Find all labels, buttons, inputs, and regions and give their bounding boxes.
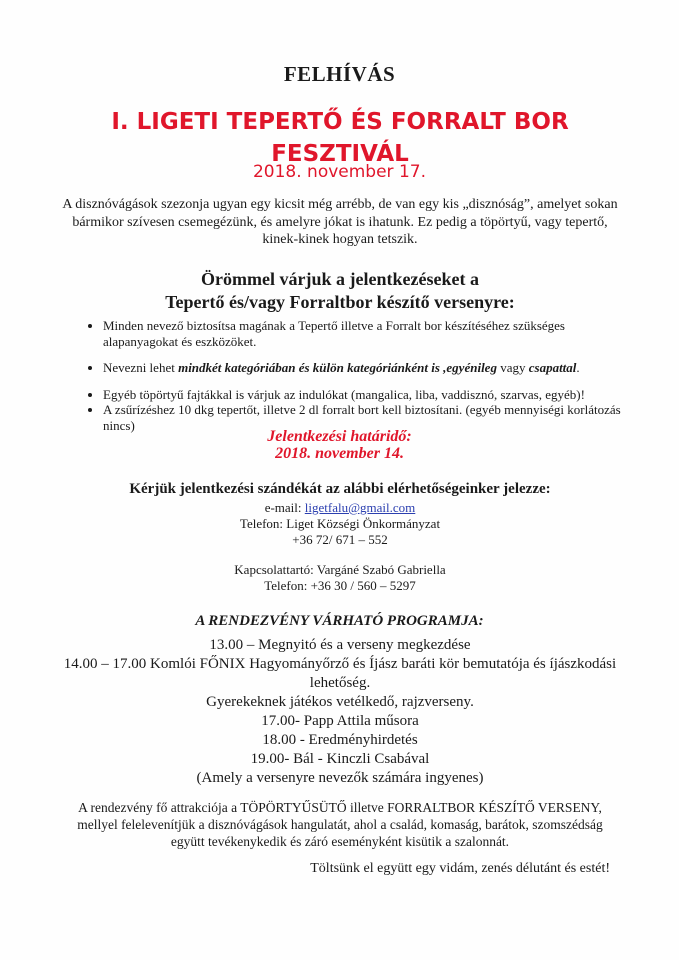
closing-line: A rendezvény fő attrakciója a TÖPÖRTYŰSÜTŐ illetve FORRALTBOR KÉSZÍTŐ VERSENY,	[78, 800, 602, 815]
program-item: lehetőség.	[309, 675, 371, 691]
festival-title-line2: FESZTIVÁL	[271, 141, 409, 167]
rule-text: • Minden nevező biztosítsa magának a Tepertő illetve a Forralt bor készítéséhez szükséges	[103, 318, 565, 333]
rule-text: nincs)	[103, 417, 135, 433]
invitation-subheading	[60, 268, 620, 314]
rules-list-item	[103, 387, 623, 403]
deadline-block	[0, 428, 679, 462]
rule-text: • Egyéb töpörtyű fajtákkal is várjuk az indulókat (mangalica, liba, vaddisznó, szarvas, egyéb)!	[103, 386, 585, 402]
contact-phone: Telefon: +36 30 / 560 – 5297	[264, 578, 416, 593]
program-item: Gyerekeknek játékos vetélkedő, rajzverseny.	[206, 694, 474, 710]
page-title: FELHÍVÁS	[283, 62, 396, 86]
phone-label: Telefon: Liget Községi Önkormányzat	[239, 516, 441, 531]
email-label: e-mail:	[264, 500, 305, 515]
rule-text: alapanyagokat és eszközöket.	[103, 333, 257, 349]
festival-title	[40, 106, 640, 170]
program-item: 17.00- Papp Attila műsora	[261, 713, 419, 729]
intro-paragraph	[60, 196, 620, 249]
program-item: 19.00- Bál - Kinczli Csabával	[250, 751, 430, 767]
rule-text: Nevezni lehet	[103, 360, 179, 375]
rule-emphasis: csapattal	[528, 360, 577, 375]
program-item: 13.00 – Megnyitó és a verseny megkezdése	[209, 637, 471, 653]
deadline-date: 2018. november 14.	[275, 445, 404, 462]
rule-text: vagy	[496, 360, 529, 375]
rule-emphasis: mindkét kategóriában és külön kategóriánként is ,egyénileg	[178, 360, 497, 375]
closing-paragraph	[40, 799, 640, 850]
rule-text: • A zsűrízéshez 10 dkg tepertőt, illetve 2 dl forralt bort kell biztosítani. (egyéb mennyiségi korlátozás	[103, 402, 621, 417]
program-item: 14.00 – 17.00 Komlói FŐNIX Hagyományőrző és Íjász baráti kör bemutatója és íjászkodási	[63, 656, 617, 672]
program-item: (Amely a versenyre nevezők számára ingyenes)	[196, 770, 484, 786]
intro-line: A disznóvágások szezonja ugyan egy kicsit még arrébb, de van egy kis „disznóság”, amelyet sokan	[62, 197, 618, 212]
festival-date: 2018. november 17.	[252, 162, 426, 182]
intro-line: kinek-kinek hogyan tetszik.	[262, 232, 418, 247]
program-item: 18.00 - Eredményhirdetés	[262, 732, 418, 748]
closing-line: mellyel felelevenítjük a disznóvágások hangulatát, ahol a család, komaság, barátok, szomszédság	[77, 817, 603, 832]
email-link[interactable]: ligetfalu@gmail.com	[304, 500, 416, 515]
rules-list	[85, 318, 623, 433]
rules-list-item	[103, 360, 623, 376]
rules-list-item	[103, 318, 623, 349]
contact-person: Kapcsolattartó: Vargáné Szabó Gabriella	[234, 562, 446, 577]
intro-line: bármikor szívesen csemegézünk, és amelyre jókat is ihatunk. Ez pedig a töpörtyű, vagy tepertő,	[72, 214, 608, 230]
closing-line: együtt tevékenykedik és záró eseményként kisütik a szalonnát.	[170, 834, 510, 849]
closing-invitation: Töltsünk el együtt egy vidám, zenés délutánt és estét!	[310, 861, 610, 876]
phone-number: +36 72/ 671 – 552	[292, 532, 388, 547]
contact-heading: Kérjük jelentkezési szándékát az alábbi elérhetőségeinker jelezze:	[129, 481, 551, 497]
subheading-line1: Örömmel várjuk a jelentkezéseket a	[201, 269, 479, 289]
festival-title-line1: I. LIGETI TEPERTŐ ÉS FORRALT BOR	[111, 109, 569, 135]
program-heading: A RENDEZVÉNY VÁRHATÓ PROGRAMJA:	[195, 613, 484, 629]
subheading-line2: Tepertő és/vagy Forraltbor készítő versenyre:	[165, 292, 515, 312]
contact-details	[140, 500, 540, 594]
email-line	[140, 500, 540, 516]
program-list	[40, 636, 640, 788]
deadline-label: Jelentkezési határidő:	[267, 428, 412, 445]
rule-text: .	[576, 360, 580, 375]
